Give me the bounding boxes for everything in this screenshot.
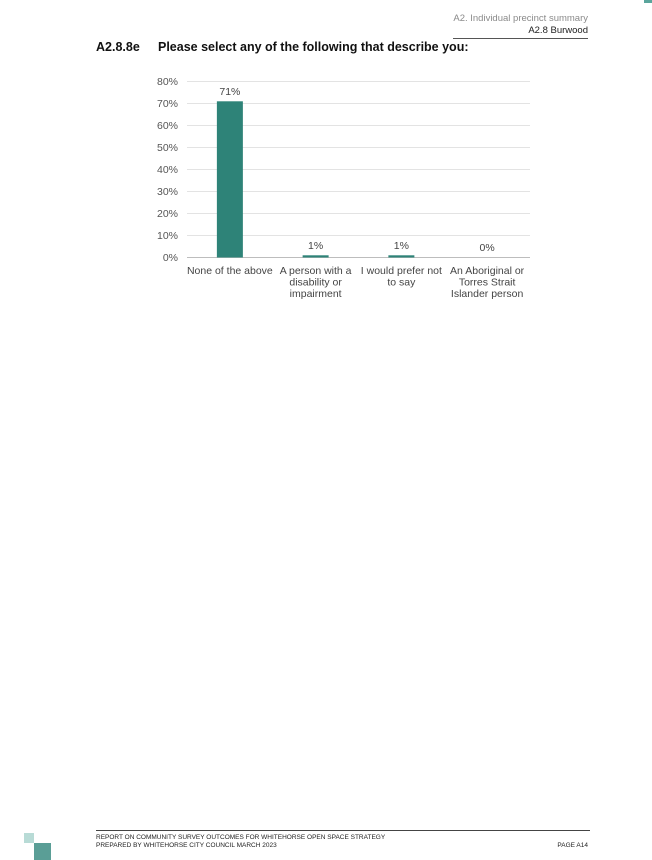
footer-divider [96,830,590,831]
footer-text [96,834,385,850]
bar [388,255,414,257]
y-tick-label: 60% [156,120,178,132]
x-tick-label: impairment [289,288,342,300]
bar [217,101,243,257]
bar-chart [0,0,652,330]
x-tick-label: to say [387,276,416,289]
x-tick-label: disability or [289,276,342,289]
y-tick-label: 10% [156,230,178,242]
x-tick-label: A person with a [279,265,352,277]
footer-line-2: PREPARED BY WHITEHORSE CITY COUNCIL MARCH 2023 [96,842,277,849]
decor-square-dark [34,843,51,860]
question-text: Please select any of the following that describe you: [158,40,469,54]
y-tick-label: 50% [156,142,178,154]
data-label: 0% [479,242,495,254]
y-tick-label: 70% [156,98,178,110]
bar [303,255,329,257]
question-number: A2.8.8e [96,40,140,54]
y-tick-label: 0% [162,252,178,264]
y-tick-label: 30% [156,186,178,198]
decor-square-light [24,833,34,843]
y-tick-label: 80% [156,76,178,88]
header-subsection: A2.8 Burwood [453,25,588,39]
data-label: 1% [308,239,324,252]
header-section: A2. Individual precinct summary [453,13,588,24]
x-tick-label: I would prefer not [360,265,442,277]
x-tick-label: None of the above [186,265,273,277]
y-tick-label: 40% [156,164,178,176]
data-label: 1% [393,239,409,252]
x-tick-label: Torres Strait [458,276,516,289]
footer-line-1: REPORT ON COMMUNITY SURVEY OUTCOMES FOR WHITEHORSE OPEN SPACE STRATEGY [96,834,386,841]
x-tick-label: An Aboriginal or [450,265,525,277]
page-number: PAGE A14 [557,842,588,849]
data-label: 71% [219,85,241,98]
y-tick-label: 20% [156,208,178,220]
x-tick-label: Islander person [450,288,524,300]
